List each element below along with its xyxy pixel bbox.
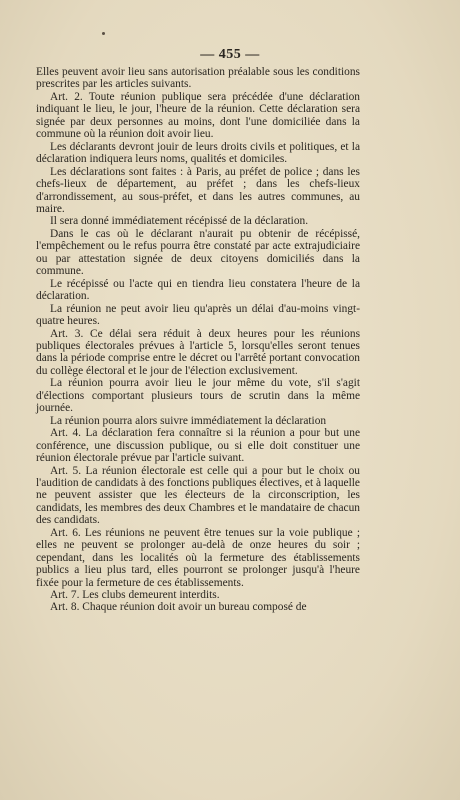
paragraph: La réunion pourra avoir lieu le jour même du vote, s'il s'agit d'élections comportant plusieurs tours de scrutin dans la même journée. [36, 377, 360, 415]
body-text [36, 66, 360, 614]
paragraph: La réunion pourra alors suivre immédiatement la déclaration [50, 414, 327, 427]
paragraph: Elles peuvent avoir lieu sans autorisation préalable sous les conditions prescrites par les articles suivants. [36, 66, 360, 91]
paragraph: Art. 7. Les clubs demeurent interdits. [50, 589, 220, 602]
paper-speck [102, 32, 105, 35]
paragraph: Dans le cas où le déclarant n'aurait pu obtenir de récépissé, l'empêchement ou le refus pourra être constaté par acte extrajudiciaire ou par attestation signée de deux citoyens domiciliés dans la commune. [36, 227, 360, 278]
paragraph: Art. 6. Les réunions ne peuvent être tenues sur la voie publique ; elles ne peuvent se prolonger au-delà de onze heures du soir ; cependant, dans les localités où la fermeture des établissements publics a lieu plus tard, elles pourront se prolonger jusqu'à l'heure fixée pour la fermeture de ces établissements. [36, 526, 360, 589]
paragraph: Art. 8. Chaque réunion doit avoir un bureau composé de [50, 601, 307, 614]
paragraph: Art. 5. La réunion électorale est celle qui a pour but le choix ou l'audition de candidats à des fonctions publiques électives, et à laquelle ne peuvent assister que les électeurs de la circonscription, les candidats, les membres des deux Chambres et le mandataire de chacun des candidats. [36, 464, 360, 527]
paragraph: La réunion ne peut avoir lieu qu'après un délai d'au-moins vingt-quatre heures. [36, 302, 360, 328]
paragraph: Les déclarations sont faites : à Paris, au préfet de police ; dans les chefs-lieux de département, au préfet ; dans les chefs-lieux d'arrondissement, au sous-préfet, et dans les autres communes, au maire. [36, 165, 360, 215]
paragraph: Art. 3. Ce délai sera réduit à deux heures pour les réunions publiques électorales prévues à l'article 5, lorsqu'elles seront tenues dans la période comprise entre le décret ou l'arrêté portant convocation du collège électoral et le jour de l'élection exclusivement. [36, 327, 360, 377]
paragraph: Art. 4. La déclaration fera connaître si la réunion a pour but une conférence, une discussion publique, ou si elle doit constituer une réunion électorale prévue par l'article suivant. [36, 427, 360, 465]
page-number: — 455 — [200, 47, 260, 62]
paragraph: Art. 2. Toute réunion publique sera précédée d'une déclaration indiquant le lieu, le jour, l'heure de la réunion. Cette déclaration sera signée par deux personnes au moins, dont l'une domiciliée dans la commune où la réunion doit avoir lieu. [36, 90, 360, 141]
paragraph: Le récépissé ou l'acte qui en tiendra lieu constatera l'heure de la déclaration. [36, 277, 360, 303]
paragraph: Il sera donné immédiatement récépissé de la déclaration. [50, 215, 309, 228]
paragraph: Les déclarants devront jouir de leurs droits civils et politiques, et la déclaration indiquera leurs noms, qualités et domiciles. [36, 140, 360, 166]
